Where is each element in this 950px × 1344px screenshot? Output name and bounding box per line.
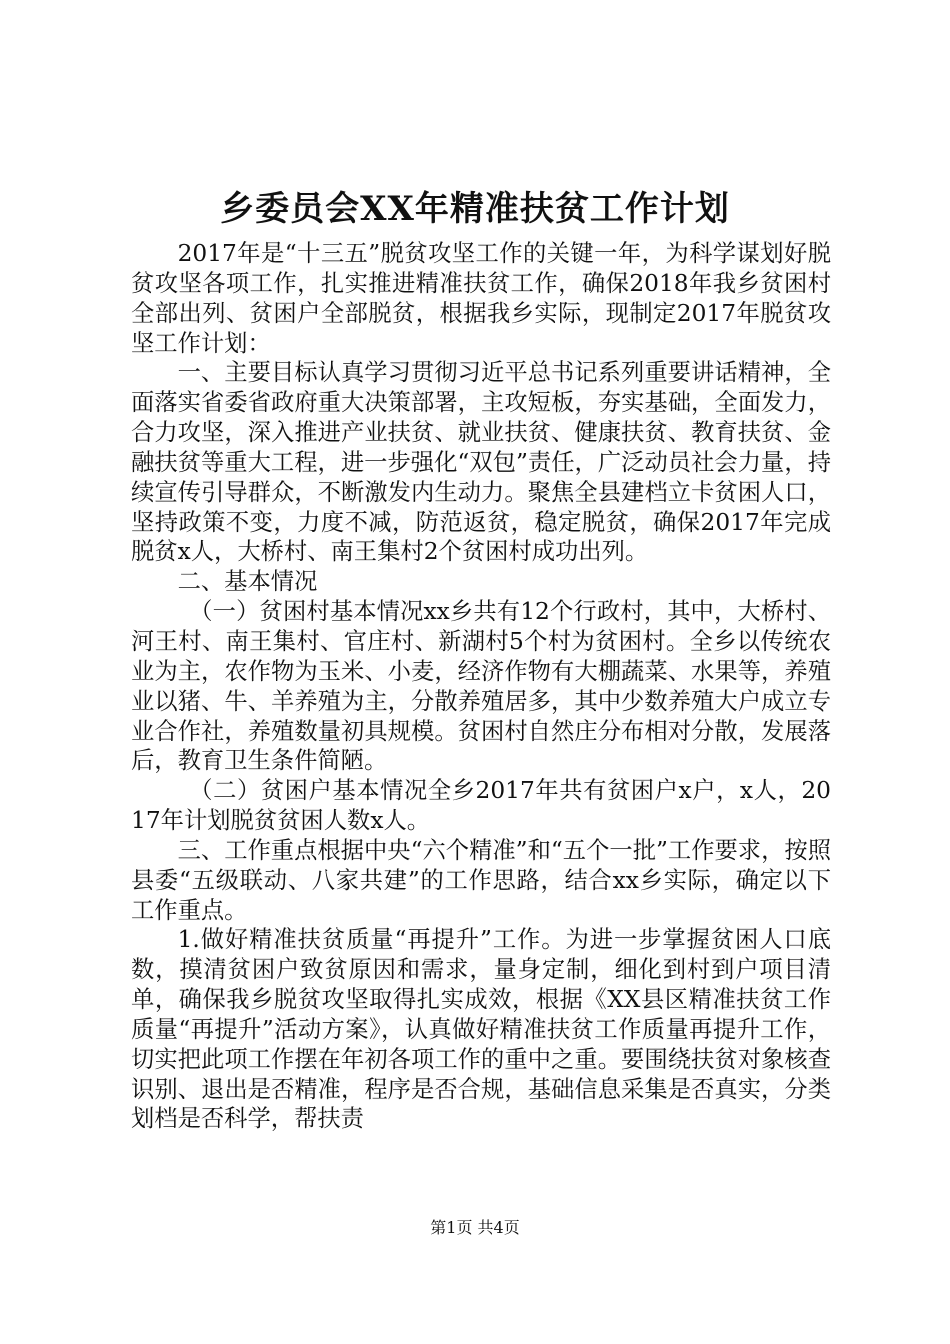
- page-number-footer: 第1页 共4页: [430, 1218, 520, 1237]
- subsection-poor-households: （二）贫困户基本情况全乡2017年共有贫困户x户，x人，2017年计划脱贫贫困人数x人。: [131, 777, 831, 835]
- document-body: [131, 239, 831, 1134]
- section-work-focus: 三、工作重点根据中央“六个精准”和“五个一批”工作要求，按照县委“五级联动、八家共建”的工作思路，结合xx乡实际，确定以下工作重点。: [131, 836, 831, 924]
- section-basic-info-heading: 二、基本情况: [177, 568, 318, 596]
- work-item-1: 1.做好精准扶贫质量“再提升”工作。为进一步掌握贫困人口底数，摸清贫困户致贫原因和需求，量身定制，细化到村到户项目清单，确保我乡脱贫攻坚取得扎实成效，根据《XX县区精准扶贫工作质量“再提升”活动方案》，认真做好精准扶贫工作质量再提升工作，切实把此项工作摆在年初各项工作的重中之重。要围绕扶贫对象核查识别、退出是否精准，程序是否合规，基础信息采集是否真实，分类划档是否科学，帮扶责: [131, 926, 831, 1133]
- section-main-goals: 一、主要目标认真学习贯彻习近平总书记系列重要讲话精神，全面落实省委省政府重大决策部署，主攻短板，夯实基础，全面发力，合力攻坚，深入推进产业扶贫、就业扶贫、健康扶贫、教育扶贫、金融扶贫等重大工程，进一步强化“双包”责任，广泛动员社会力量，持续宣传引导群众，不断激发内生动力。聚焦全县建档立卡贫困人口，坚持政策不变，力度不减，防范返贫，稳定脱贫，确保2017年完成脱贫x人，大桥村、南王集村2个贫困村成功出列。: [131, 359, 831, 566]
- subsection-poor-villages: （一）贫困村基本情况xx乡共有12个行政村，其中，大桥村、河王村、南王集村、官庄村、新湖村5个村为贫困村。全乡以传统农业为主，农作物为玉米、小麦，经济作物有大棚蔬菜、水果等，养殖业以猪、牛、羊养殖为主，分散养殖居多，其中少数养殖大户成立专业合作社，养殖数量初具规模。贫困村自然庄分布相对分散，发展落后，教育卫生条件简陋。: [131, 598, 831, 775]
- intro-paragraph: 2017年是“十三五”脱贫攻坚工作的关键一年，为科学谋划好脱贫攻坚各项工作，扎实推进精准扶贫工作，确保2018年我乡贫困村全部出列、贫困户全部脱贫，根据我乡实际，现制定2017年脱贫攻坚工作计划：: [131, 240, 831, 357]
- document-title: 乡委员会XX年精准扶贫工作计划: [220, 189, 730, 229]
